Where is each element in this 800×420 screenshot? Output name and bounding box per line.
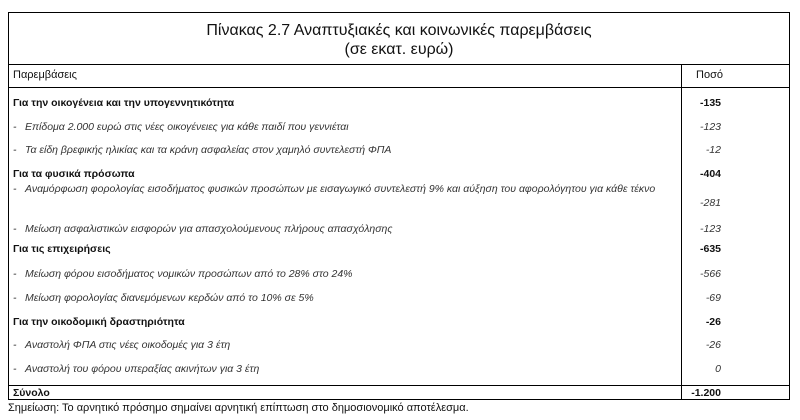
table-header — [9, 64, 789, 88]
row-value: -404 — [699, 168, 721, 180]
row-value: -123 — [699, 223, 721, 235]
row-value: 0 — [715, 363, 721, 375]
row-value: -281 — [699, 197, 721, 209]
row-label: Για την οικογένεια και την υπογεννητικότητα — [13, 97, 235, 109]
row-value: -69 — [705, 292, 721, 304]
row-dash: - — [13, 339, 17, 351]
row-label: Αναστολή ΦΠΑ στις νέες οικοδομές για 3 έτη — [25, 339, 231, 351]
row-dash: - — [13, 268, 17, 280]
row-label: Για την οικοδομική δραστηριότητα — [13, 316, 185, 328]
row-label: Επίδομα 2.000 ευρώ στις νέες οικογένειες για κάθε παιδί που γεννιέται — [25, 121, 349, 133]
row-dash: - — [13, 183, 17, 195]
row-value: -635 — [699, 243, 721, 255]
row-label: Για τις επιχειρήσεις — [13, 243, 111, 255]
row-value: -12 — [705, 144, 721, 156]
row-value: -566 — [699, 268, 721, 280]
table-note: Σημείωση: Το αρνητικό πρόσημο σημαίνει αρνητική επίπτωση στο δημοσιονομικό αποτέλεσμα. — [8, 402, 469, 414]
header-interventions: Παρεμβάσεις — [13, 69, 77, 81]
total-value: -1.200 — [691, 387, 721, 399]
row-dash: - — [13, 144, 17, 156]
table-frame — [8, 12, 790, 400]
row-label: Αναμόρφωση φορολογίας εισοδήματος φυσικών προσώπων με εισαγωγικό συντελεστή 9% και αύξηση του αφορολόγητου για κάθε τέκνο — [25, 183, 656, 195]
row-value: -26 — [705, 316, 721, 328]
row-dash: - — [13, 223, 17, 235]
header-amount: Ποσό — [696, 69, 723, 81]
table-title — [9, 21, 789, 59]
row-value: -123 — [699, 121, 721, 133]
title-line-1: Πίνακας 2.7 Αναπτυξιακές και κοινωνικές παρεμβάσεις — [206, 22, 592, 39]
row-label: Για τα φυσικά πρόσωπα — [13, 168, 135, 180]
row-label: Αναστολή του φόρου υπεραξίας ακινήτων για 3 έτη — [25, 363, 260, 375]
row-label: Μείωση φόρου εισοδήματος νομικών προσώπων από το 28% στο 24% — [25, 268, 353, 280]
row-dash: - — [13, 121, 17, 133]
total-label: Σύνολο — [13, 387, 50, 399]
row-value: -26 — [705, 339, 721, 351]
title-line-2: (σε εκατ. ευρώ) — [344, 41, 454, 58]
row-label: Τα είδη βρεφικής ηλικίας και τα κράνη ασφαλείας στον χαμηλό συντελεστή ΦΠΑ — [25, 144, 392, 156]
row-value: -135 — [699, 97, 721, 109]
column-divider — [681, 64, 682, 399]
row-label: Μείωση ασφαλιστικών εισφορών για απασχολούμενους πλήρους απασχόλησης — [25, 223, 393, 235]
row-dash: - — [13, 292, 17, 304]
total-divider — [9, 385, 789, 386]
row-dash: - — [13, 363, 17, 375]
row-label: Μείωση φορολογίας διανεμόμενων κερδών από το 10% σε 5% — [25, 292, 314, 304]
